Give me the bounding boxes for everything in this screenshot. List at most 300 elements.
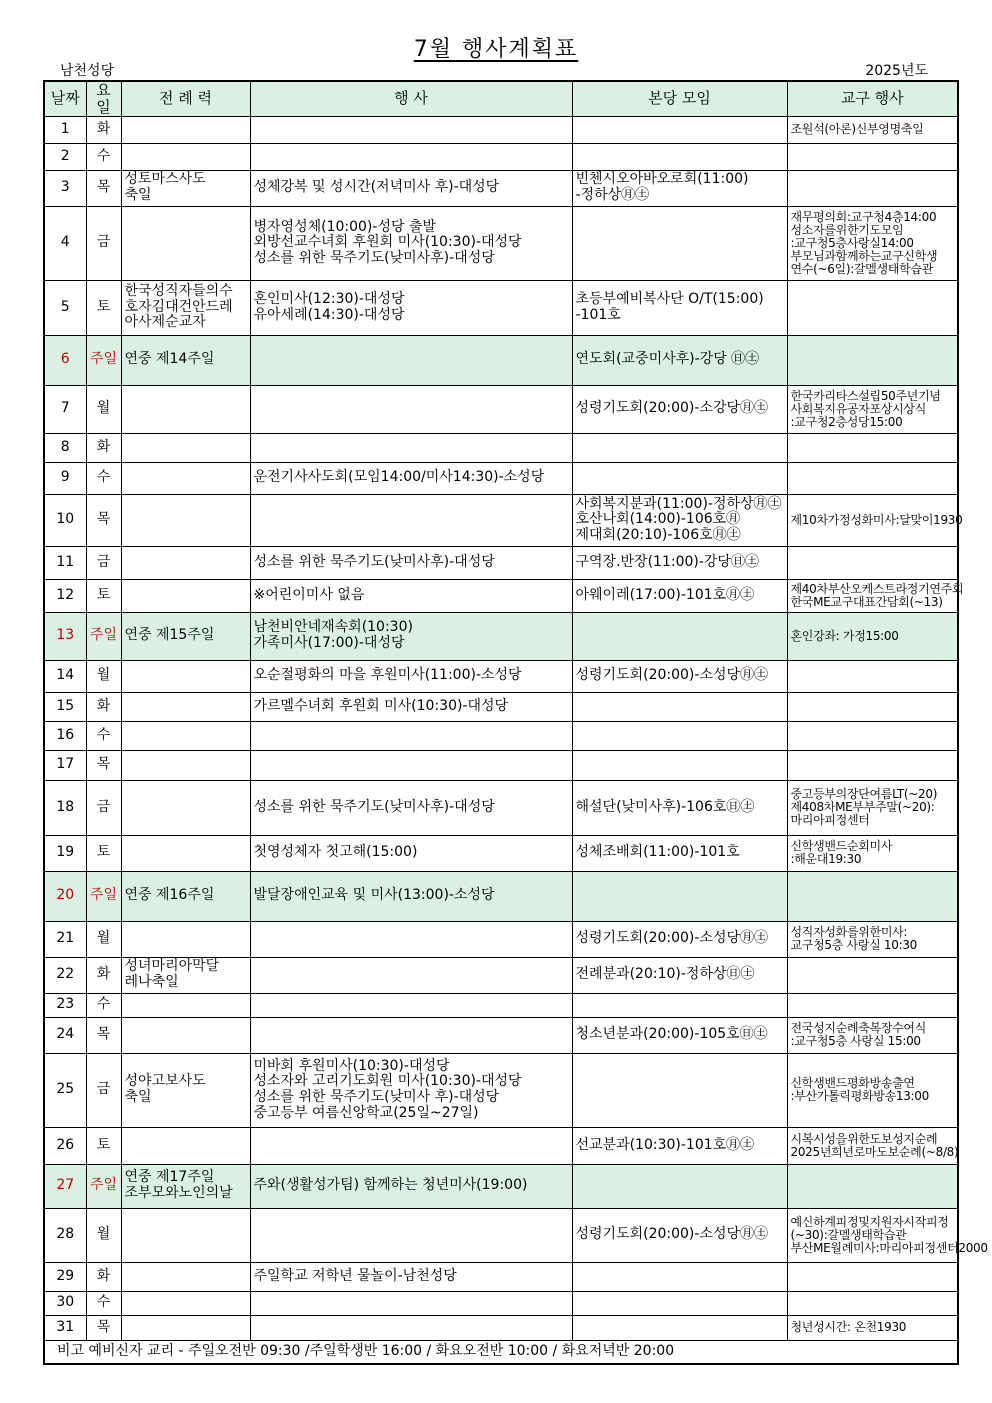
table-row (44, 957, 958, 993)
cell-day: 20 (44, 871, 86, 921)
cell-dow: 금 (86, 780, 121, 835)
cell-day: 25 (44, 1053, 86, 1127)
cell-events-line: 혼인미사(12:30)-대성당 (253, 290, 405, 307)
cell-meetings (572, 462, 787, 494)
table-row (44, 433, 958, 462)
table-row (44, 143, 958, 170)
cell-diocese (787, 612, 958, 660)
cell-day: 12 (44, 579, 86, 612)
cell-meetings (572, 993, 787, 1017)
cell-meetings (572, 1315, 787, 1340)
cell-day: 22 (44, 957, 86, 993)
table-row (44, 921, 958, 957)
cell-liturgy (121, 1208, 250, 1262)
cell-events-line: 성소를 위한 묵주기도(낮미사 후)-대성당 (253, 1089, 500, 1106)
cell-diocese (787, 871, 958, 921)
cell-diocese-line: 성직자성화를위한미사: (790, 925, 908, 940)
cell-meetings (572, 660, 787, 692)
table-row (44, 835, 958, 871)
cell-meetings (572, 1208, 787, 1262)
cell-diocese (787, 957, 958, 993)
cell-events-line: 가르멜수녀회 후원회 미사(10:30)-대성당 (253, 697, 509, 714)
cell-diocese-line: 조원석(아론)신부영명축일 (790, 122, 924, 137)
cell-diocese-line: 한국ME교구대표간담회(~13) (790, 594, 943, 609)
cell-liturgy (121, 385, 250, 433)
cell-events-line: 운전기사사도회(모임14:00/미사14:30)-소성당 (253, 469, 545, 486)
cell-meetings (572, 871, 787, 921)
cell-day: 30 (44, 1291, 86, 1315)
cell-liturgy (121, 692, 250, 721)
cell-diocese (787, 433, 958, 462)
table-row (44, 692, 958, 721)
cell-liturgy (121, 579, 250, 612)
cell-meetings (572, 116, 787, 143)
cell-meetings (572, 1017, 787, 1053)
cell-day: 4 (44, 206, 86, 280)
cell-diocese-line: 제10차가정성화미사:달맞이1930 (790, 512, 963, 527)
cell-day: 27 (44, 1164, 86, 1208)
cell-diocese-line: 부산ME월례미사:마리아피정센터2000 (790, 1240, 988, 1255)
cell-day: 21 (44, 921, 86, 957)
header-day: 날짜 (44, 81, 86, 116)
cell-meetings (572, 1164, 787, 1208)
cell-dow: 수 (86, 721, 121, 750)
table-row (44, 1262, 958, 1291)
cell-liturgy-line: 호자김대건안드레 (124, 298, 233, 315)
cell-events-line: 병자영성체(10:00)-성당 출발 (253, 218, 436, 235)
cell-events (250, 993, 572, 1017)
cell-events (250, 206, 572, 280)
cell-liturgy (121, 335, 250, 385)
cell-liturgy (121, 1127, 250, 1164)
cell-dow: 월 (86, 385, 121, 433)
cell-diocese-line: 부모님과함께하는교구신학생 (790, 248, 938, 263)
cell-dow: 월 (86, 660, 121, 692)
cell-events (250, 780, 572, 835)
cell-dow: 토 (86, 280, 121, 335)
cell-diocese-line: 청년성시간: 온천1930 (790, 1320, 907, 1335)
cell-dow: 수 (86, 993, 121, 1017)
cell-meetings-line: 제대회(20:10)-106호㊊㊏ (575, 526, 741, 543)
cell-dow: 주일 (86, 612, 121, 660)
table-row (44, 579, 958, 612)
cell-liturgy (121, 835, 250, 871)
cell-liturgy (121, 957, 250, 993)
cell-diocese (787, 993, 958, 1017)
cell-diocese-line: 시복시성을위한도보성지순례 (790, 1131, 938, 1146)
cell-events (250, 494, 572, 546)
cell-diocese-line: 2025년희년로마도보순례(~8/8) (790, 1144, 959, 1159)
cell-diocese (787, 143, 958, 170)
cell-meetings-line: 해설단(낮미사후)-106호㊐㊏ (575, 798, 755, 815)
cell-dow: 주일 (86, 335, 121, 385)
cell-events (250, 660, 572, 692)
cell-diocese (787, 335, 958, 385)
cell-day: 19 (44, 835, 86, 871)
cell-events-line: 가족미사(17:00)-대성당 (253, 635, 405, 652)
cell-dow: 목 (86, 170, 121, 206)
cell-dow: 금 (86, 206, 121, 280)
cell-meetings-line: 사회복지분과(11:00)-정하상㊊㊏ (575, 495, 782, 512)
cell-diocese-line: 혼인강좌: 가정15:00 (790, 628, 899, 643)
cell-liturgy (121, 1262, 250, 1291)
cell-liturgy-line: 조부모와노인의날 (124, 1185, 233, 1202)
cell-liturgy (121, 780, 250, 835)
cell-diocese (787, 660, 958, 692)
cell-dow: 화 (86, 116, 121, 143)
cell-diocese (787, 170, 958, 206)
cell-liturgy-line: 한국성직자들의수 (124, 283, 233, 300)
cell-day: 17 (44, 750, 86, 780)
cell-meetings (572, 335, 787, 385)
cell-meetings-line: 빈첸시오아바오로회(11:00) (575, 171, 749, 188)
cell-day: 28 (44, 1208, 86, 1262)
cell-diocese (787, 1127, 958, 1164)
cell-diocese-line: :교구청5층 사랑실 15:00 (790, 1034, 921, 1049)
cell-liturgy (121, 612, 250, 660)
cell-liturgy (121, 921, 250, 957)
cell-events (250, 143, 572, 170)
cell-liturgy-line: 연중 제17주일 (124, 1169, 215, 1186)
table-row (44, 750, 958, 780)
cell-diocese (787, 546, 958, 579)
table-row (44, 1291, 958, 1315)
cell-diocese (787, 494, 963, 546)
cell-dow: 목 (86, 494, 121, 546)
cell-meetings (572, 280, 787, 335)
cell-events (250, 612, 572, 660)
cell-liturgy (121, 170, 250, 206)
cell-meetings-line: 성체조배회(11:00)-101호 (575, 844, 740, 861)
cell-liturgy (121, 1053, 250, 1127)
cell-day: 5 (44, 280, 86, 335)
cell-liturgy-line: 레나축일 (124, 974, 179, 991)
cell-liturgy (121, 280, 250, 335)
cell-diocese (787, 579, 964, 612)
cell-day: 9 (44, 462, 86, 494)
cell-day: 23 (44, 993, 86, 1017)
table-row (44, 612, 958, 660)
table-row (44, 335, 958, 385)
cell-events (250, 921, 572, 957)
cell-dow: 토 (86, 1127, 121, 1164)
page-title: 7월 행사계획표 (413, 37, 579, 62)
cell-day: 6 (44, 335, 86, 385)
cell-events (250, 462, 572, 494)
cell-events (250, 1017, 572, 1053)
cell-events-line: 첫영성체자 첫고해(15:00) (253, 844, 418, 861)
cell-day: 15 (44, 692, 86, 721)
header-meetings: 본당 모임 (572, 81, 787, 116)
cell-liturgy (121, 1164, 250, 1208)
cell-diocese-line: 성소자를위한기도모임 (790, 222, 904, 237)
table-row (44, 462, 958, 494)
cell-events-line: 외방선교수녀회 후원회 미사(10:30)-대성당 (253, 234, 522, 251)
cell-dow: 수 (86, 143, 121, 170)
cell-events (250, 433, 572, 462)
cell-events (250, 385, 572, 433)
header-diocese: 교구 행사 (787, 81, 958, 116)
cell-diocese (787, 692, 958, 721)
cell-dow: 월 (86, 1208, 121, 1262)
cell-dow: 화 (86, 692, 121, 721)
cell-diocese-line: :해운대19:30 (790, 852, 862, 867)
cell-dow: 주일 (86, 1164, 121, 1208)
cell-liturgy-line: 축일 (124, 1089, 152, 1106)
cell-liturgy (121, 433, 250, 462)
cell-diocese (787, 921, 958, 957)
table-row (44, 721, 958, 750)
cell-meetings (572, 721, 787, 750)
cell-events (250, 750, 572, 780)
cell-liturgy (121, 1291, 250, 1315)
cell-diocese (787, 206, 958, 280)
cell-events-line: 주와(생활성가팀) 함께하는 청년미사(19:00) (253, 1177, 528, 1194)
cell-events (250, 335, 572, 385)
cell-liturgy (121, 494, 250, 546)
header-liturgy: 전 례 력 (121, 81, 250, 116)
cell-dow: 금 (86, 1053, 121, 1127)
cell-diocese (787, 1262, 958, 1291)
cell-meetings-line: 성령기도회(20:00)-소성당㊊㊏ (575, 930, 769, 947)
cell-liturgy (121, 660, 250, 692)
table-row (44, 1315, 958, 1340)
cell-events-line: 남천비안네재속회(10:30) (253, 619, 413, 636)
cell-meetings-line: 청소년분과(20:00)-105호㊐㊏ (575, 1026, 768, 1043)
cell-meetings (572, 170, 787, 206)
cell-dow: 월 (86, 921, 121, 957)
cell-events-line: 성소를 위한 묵주기도(낮미사후)-대성당 (253, 553, 495, 570)
cell-meetings-line: 구역장.반장(11:00)-강당㊐㊏ (575, 553, 759, 570)
cell-diocese (787, 721, 958, 750)
cell-events (250, 116, 572, 143)
cell-diocese-line: :부산가톨릭평화방송13:00 (790, 1089, 929, 1104)
cell-day: 31 (44, 1315, 86, 1340)
cell-day: 1 (44, 116, 86, 143)
table-row (44, 170, 958, 206)
cell-events (250, 546, 572, 579)
cell-diocese (787, 1053, 958, 1127)
cell-meetings-line: 선교분과(10:30)-101호㊊㊏ (575, 1136, 755, 1153)
table-row (44, 871, 958, 921)
cell-dow: 수 (86, 1291, 121, 1315)
table-row (44, 1208, 958, 1262)
table-row (44, 494, 958, 546)
cell-diocese (787, 1315, 958, 1340)
cell-events-line: 오순절평화의 마을 후원미사(11:00)-소성당 (253, 667, 522, 684)
cell-events-line: 성소를 위한 묵주기도(낮미사후)-대성당 (253, 249, 495, 266)
cell-day: 16 (44, 721, 86, 750)
cell-meetings (572, 921, 787, 957)
cell-meetings-line: 호산나회(14:00)-106호㊊ (575, 511, 741, 528)
cell-events (250, 1291, 572, 1315)
cell-meetings (572, 579, 787, 612)
cell-liturgy-line: 연중 제14주일 (124, 351, 215, 368)
cell-liturgy (121, 1017, 250, 1053)
cell-day: 10 (44, 494, 86, 546)
cell-diocese-line: 제408차ME부부주말(~20): (790, 800, 935, 815)
cell-dow: 주일 (86, 871, 121, 921)
table-row (44, 993, 958, 1017)
cell-dow: 화 (86, 957, 121, 993)
table-row (44, 1053, 958, 1127)
cell-events (250, 721, 572, 750)
cell-events (250, 1208, 572, 1262)
cell-liturgy-line: 성야고보사도 (124, 1073, 206, 1090)
cell-meetings-line: 연도회(교중미사후)-강당 ㊐㊏ (575, 351, 760, 368)
cell-day: 11 (44, 546, 86, 579)
cell-liturgy-line: 성녀마리아막달 (124, 958, 220, 975)
table-row (44, 1127, 958, 1164)
cell-diocese-line: 한국카리타스설립50주년기념 (790, 388, 941, 403)
cell-diocese (787, 1164, 958, 1208)
cell-dow: 토 (86, 835, 121, 871)
cell-liturgy (121, 871, 250, 921)
cell-diocese (787, 1291, 958, 1315)
cell-liturgy (121, 721, 250, 750)
cell-meetings-line: 초등부예비복사단 O/T(15:00) (575, 290, 764, 307)
cell-liturgy-line: 축일 (124, 187, 152, 204)
cell-meetings (572, 206, 787, 280)
cell-events-line: 유아세례(14:30)-대성당 (253, 306, 405, 323)
cell-events-line: 성소를 위한 묵주기도(낮미사후)-대성당 (253, 798, 495, 815)
header-events: 행 사 (250, 81, 572, 116)
cell-meetings (572, 1127, 787, 1164)
cell-events-line: 미바회 후원미사(10:30)-대성당 (253, 1057, 450, 1074)
cell-events (250, 692, 572, 721)
cell-events (250, 835, 572, 871)
cell-diocese (787, 280, 958, 335)
cell-events-line: 발달장애인교육 및 미사(13:00)-소성당 (253, 887, 495, 904)
cell-events (250, 579, 572, 612)
schedule-rows (44, 116, 988, 1340)
cell-liturgy (121, 206, 250, 280)
table-row (44, 1017, 958, 1053)
cell-day: 7 (44, 385, 86, 433)
cell-dow: 화 (86, 433, 121, 462)
table-row (44, 116, 958, 143)
year-label: 2025년도 (865, 63, 928, 79)
cell-diocese-line: 제40차부산오케스트라정기연주회 (790, 581, 964, 596)
cell-diocese-line: 교구청5층 사랑실 10:30 (790, 938, 917, 953)
cell-day: 24 (44, 1017, 86, 1053)
cell-dow: 수 (86, 462, 121, 494)
table-row (44, 660, 958, 692)
cell-dow: 목 (86, 750, 121, 780)
cell-day: 2 (44, 143, 86, 170)
cell-events-line: 성체강복 및 성시간(저녁미사 후)-대성당 (253, 179, 500, 196)
cell-dow: 화 (86, 1262, 121, 1291)
cell-events (250, 957, 572, 993)
cell-meetings (572, 143, 787, 170)
schedule-table (43, 80, 988, 1365)
cell-events (250, 1053, 572, 1127)
cell-meetings (572, 494, 787, 546)
cell-meetings-line: -101호 (575, 306, 621, 323)
cell-liturgy (121, 750, 250, 780)
cell-diocese-line: 재무평의회:교구청4층14:00 (790, 209, 937, 224)
cell-meetings (572, 612, 787, 660)
cell-diocese-line: 신학생밴드순회미사 (790, 839, 893, 854)
cell-events (250, 1315, 572, 1340)
cell-diocese-line: :교구청5층사랑실14:00 (790, 235, 914, 250)
cell-day: 13 (44, 612, 86, 660)
cell-meetings (572, 780, 787, 835)
parish-name: 남천성당 (60, 63, 115, 79)
cell-day: 18 (44, 780, 86, 835)
cell-events (250, 1262, 572, 1291)
cell-liturgy (121, 546, 250, 579)
cell-liturgy (121, 993, 250, 1017)
table-row (44, 1164, 958, 1208)
table-row (44, 385, 958, 433)
cell-liturgy (121, 462, 250, 494)
header-dow: 요일 (86, 81, 121, 116)
cell-meetings (572, 433, 787, 462)
schedule-table-wrap (43, 80, 988, 1365)
table-row (44, 206, 958, 280)
cell-events (250, 280, 572, 335)
remark-row: 비고 예비신자 교리 - 주일오전반 09:30 /주일학생반 16:00 / 화요오전반 10:00 / 화요저녁반 20:00 (44, 1340, 958, 1364)
cell-diocese (787, 385, 958, 433)
cell-liturgy-line: 연중 제15주일 (124, 627, 215, 644)
cell-dow: 토 (86, 579, 121, 612)
cell-diocese-line: :교구청2층성당15:00 (790, 414, 903, 429)
cell-meetings (572, 835, 787, 871)
cell-events-line: 성소자와 고리기도회원 미사(10:30)-대성당 (253, 1073, 522, 1090)
cell-meetings (572, 750, 787, 780)
cell-meetings (572, 957, 787, 993)
cell-diocese-line: 사회복지유공자포상시상식 (790, 401, 927, 416)
table-row (44, 280, 958, 335)
cell-liturgy-line: 아사제순교자 (124, 314, 206, 331)
cell-day: 14 (44, 660, 86, 692)
cell-diocese (787, 835, 958, 871)
cell-events-line: 중고등부 여름신앙학교(25일~27일) (253, 1104, 479, 1121)
table-row (44, 546, 958, 579)
cell-diocese-line: 중고등부의장단여름LT(~20) (790, 787, 938, 802)
cell-diocese-line: 연수(~6일):갈멜생태학습관 (790, 261, 934, 276)
cell-meetings-line: 성령기도회(20:00)-소성당㊊㊏ (575, 1226, 769, 1243)
cell-dow: 목 (86, 1017, 121, 1053)
table-row (44, 780, 958, 835)
cell-day: 8 (44, 433, 86, 462)
cell-diocese-line: 신학생밴드평화방송출연 (790, 1076, 915, 1091)
cell-meetings (572, 1053, 787, 1127)
cell-diocese (787, 1017, 958, 1053)
cell-day: 26 (44, 1127, 86, 1164)
cell-meetings-line: 아웨이레(17:00)-101호㊊㊏ (575, 586, 755, 603)
cell-meetings-line: 전례분과(20:10)-정하상㊐㊏ (575, 966, 755, 983)
cell-meetings-line: -정하상㊊㊏ (575, 187, 650, 204)
cell-meetings (572, 692, 787, 721)
cell-diocese (787, 462, 958, 494)
cell-meetings-line: 성령기도회(20:00)-소강당㊊㊏ (575, 400, 769, 417)
cell-liturgy (121, 143, 250, 170)
cell-diocese (787, 116, 958, 143)
cell-events (250, 1127, 572, 1164)
cell-diocese (787, 1208, 988, 1262)
cell-liturgy-line: 연중 제16주일 (124, 887, 215, 904)
cell-meetings (572, 1291, 787, 1315)
cell-diocese-line: 전국성지순례축복장수여식 (790, 1021, 927, 1036)
cell-events-line: ※어린이미사 없음 (253, 586, 365, 603)
cell-day: 29 (44, 1262, 86, 1291)
cell-events (250, 170, 572, 206)
cell-liturgy-line: 성토마스사도 (124, 171, 206, 188)
cell-dow: 목 (86, 1315, 121, 1340)
cell-diocese-line: (~30):갈멜생태학습관 (790, 1227, 907, 1242)
